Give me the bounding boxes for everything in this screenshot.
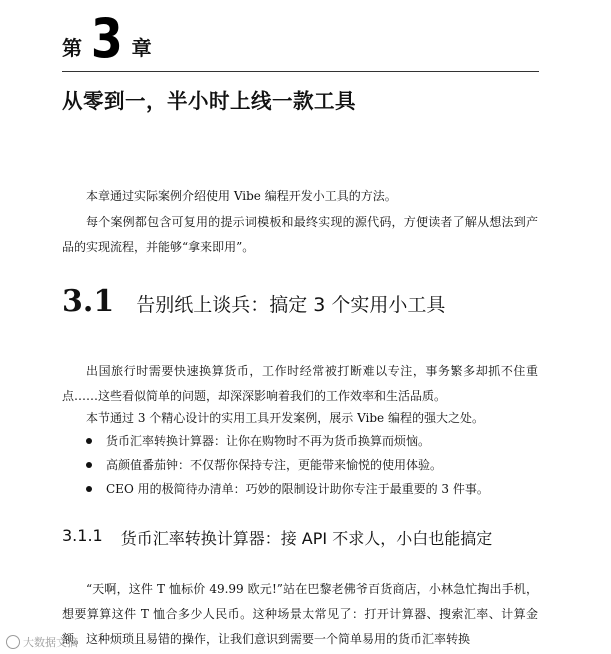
chapter-divider — [62, 71, 539, 72]
section-title: 告别纸上谈兵：搞定 3 个实用小工具 — [136, 294, 446, 316]
watermark-logo-icon — [6, 635, 20, 649]
list-item — [86, 477, 489, 501]
chapter-heading — [62, 6, 152, 70]
bullet-icon — [86, 462, 92, 468]
chapter-title: 从零到一，半小时上线一款工具 — [62, 89, 356, 113]
chapter-prefix: 第 — [62, 36, 82, 60]
chapter-suffix: 章 — [131, 36, 152, 60]
section-paragraph-2: 本节通过 3 个精心设计的实用工具开发案例，展示 Vibe 编程的强大之处。 — [86, 411, 484, 425]
list-item-text: 货币汇率转换计算器：让你在购物时不再为货币换算而烦恼。 — [106, 434, 431, 448]
subsection-heading — [62, 526, 492, 549]
bullet-icon — [86, 438, 92, 444]
intro-paragraph-2: 每个案例都包含可复用的提示词模板和最终实现的源代码，方便读者了解从想法到产品的实现流程，并能够“拿来即用”。 — [62, 215, 538, 254]
watermark-text: 大数据文摘 — [23, 636, 78, 649]
chapter-number: 3 — [90, 7, 123, 70]
list-item — [86, 429, 489, 453]
intro-paragraph-1: 本章通过实际案例介绍使用 Vibe 编程开发小工具的方法。 — [86, 189, 397, 203]
list-item-text: CEO 用的极简待办清单：巧妙的限制设计助你专注于最重要的 3 件事。 — [106, 482, 489, 496]
section-number: 3.1 — [62, 284, 115, 319]
bullet-icon — [86, 486, 92, 492]
subsection-title: 货币汇率转换计算器：接 API 不求人，小白也能搞定 — [120, 529, 493, 548]
subsection-number: 3.1.1 — [62, 526, 103, 545]
subsection-paragraph-1: “天啊，这件 T 恤标价 49.99 欧元!”站在巴黎老佛爷百货商店，小林急忙掏出手机，想要算算这件 T 恤合多少人民币。这种场景太常见了：打开计算器、搜索汇率、计算金额。这种烦琐且易错的操作，让我们意识到需要一个简单易用的货币汇率转换 — [62, 582, 538, 646]
section-paragraph-1: 出国旅行时需要快速换算货币，工作时经常被打断难以专注，事务繁多却抓不住重点……这些看似简单的问题，却深深影响着我们的工作效率和生活品质。 — [62, 364, 538, 403]
tool-list — [86, 429, 489, 501]
list-item-text: 高颜值番茄钟：不仅帮你保持专注，更能带来愉悦的使用体验。 — [106, 458, 443, 472]
watermark — [6, 634, 78, 650]
section-heading — [62, 284, 445, 319]
list-item — [86, 453, 489, 477]
